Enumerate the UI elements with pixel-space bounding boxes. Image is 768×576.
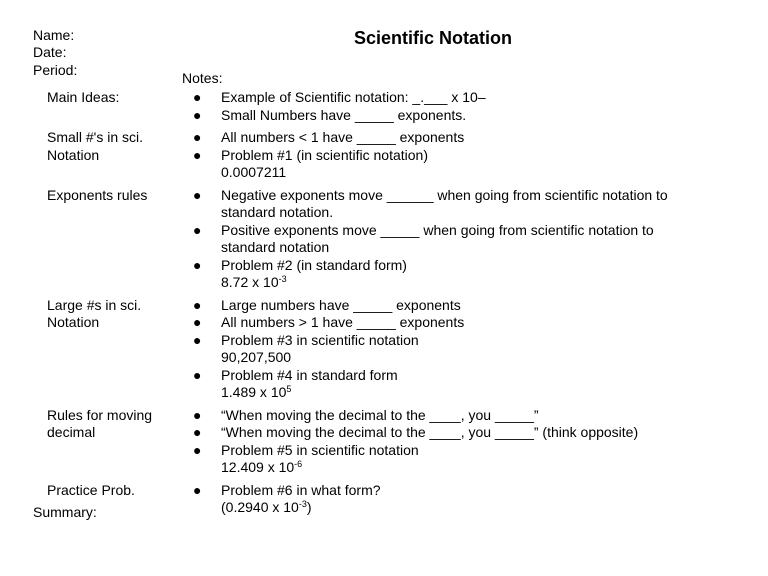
bullet-icon: ●: [193, 366, 202, 383]
bullet-item: [183, 257, 683, 292]
problem-value: 12.409 x 10: [221, 459, 295, 475]
main-idea-label: Large #s in sci. Notation: [47, 296, 142, 330]
bullet-text: Small Numbers have _____ exponents.: [221, 106, 467, 123]
bullet-item: [183, 424, 683, 442]
notes-row: [0, 407, 768, 477]
bullet-text: Problem #4 in standard form: [221, 366, 398, 383]
problem-value: 8.72 x 10: [221, 274, 279, 290]
notes-row: [0, 297, 768, 402]
bullet-text: Problem #3 in scientific notation: [221, 331, 419, 348]
bullet-item: [183, 442, 683, 477]
name-label: Name:: [33, 27, 75, 43]
page-title: Scientific Notation: [353, 28, 512, 48]
main-idea-label: Rules for moving decimal: [47, 406, 153, 440]
bullet-list: [183, 297, 683, 402]
bullet-text: Problem #2 (in standard form): [221, 256, 407, 273]
bullet-item: [183, 107, 683, 125]
bullet-item: [183, 482, 683, 517]
bullet-item: [183, 407, 683, 425]
bullet-text: Problem #5 in scientific notation: [221, 441, 419, 458]
bullet-icon: ●: [193, 146, 202, 163]
bullet-text: All numbers > 1 have _____ exponents: [221, 314, 465, 330]
bullet-item: [183, 187, 683, 222]
bullet-item: [183, 89, 683, 107]
main-idea-label: Exponents rules: [47, 186, 148, 203]
bullet-item: [183, 129, 683, 147]
problem-value: (0.2940 x 10: [221, 499, 299, 515]
bullet-text: “When moving the decimal to the ____, you _____”: [221, 406, 539, 423]
bullet-icon: ●: [193, 441, 202, 458]
bullet-item: [183, 297, 683, 315]
problem-value: 0.0007211: [221, 164, 287, 180]
bullet-text: Large numbers have _____ exponents: [221, 296, 461, 313]
bullet-list: [183, 407, 683, 477]
notes-row: [0, 89, 768, 124]
bullet-icon: ●: [193, 424, 202, 440]
exponent: 5: [286, 384, 292, 394]
exponent: -6: [294, 459, 303, 469]
bullet-icon: ●: [193, 296, 202, 313]
bullet-text: “When moving the decimal to the ____, you _____” (think opposite): [221, 424, 639, 440]
bullet-text: Problem #6 in what form?: [221, 481, 381, 498]
exponent: -3: [278, 274, 287, 284]
bullet-icon: ●: [193, 314, 202, 330]
notes-row: [0, 482, 768, 517]
problem-value: 1.489 x 10: [221, 384, 287, 400]
notes-row: [0, 187, 768, 292]
bullet-icon: ●: [193, 89, 202, 105]
notes-label: Notes:: [182, 70, 223, 86]
date-label: Date:: [33, 44, 67, 60]
bullet-item: [183, 332, 683, 367]
bullet-icon: ●: [193, 256, 202, 273]
bullet-icon: ●: [193, 406, 202, 423]
bullet-icon: ●: [193, 331, 202, 348]
bullet-item: [183, 222, 683, 257]
bullet-list: [183, 482, 683, 517]
problem-value: 90,207,500: [221, 349, 292, 365]
exponent: -3: [298, 499, 307, 509]
problem-value-suffix: ): [306, 499, 312, 515]
bullet-icon: ●: [193, 129, 202, 145]
notes-rows: [0, 89, 768, 517]
bullet-list: [183, 129, 683, 182]
bullet-item: [183, 367, 683, 402]
period-label: Period:: [33, 62, 78, 78]
bullet-icon: ●: [193, 106, 202, 123]
notes-row: [0, 129, 768, 182]
summary-label: Summary:: [33, 504, 97, 520]
main-idea-label: Practice Prob.: [47, 481, 135, 498]
bullet-list: [183, 89, 683, 124]
bullet-icon: ●: [193, 221, 202, 238]
bullet-icon: ●: [193, 481, 202, 498]
bullet-text: Example of Scientific notation: _.___ x 10–: [221, 89, 486, 105]
main-idea-label: Small #'s in sci. Notation: [47, 129, 144, 163]
bullet-item: [183, 147, 683, 182]
bullet-item: [183, 314, 683, 332]
bullet-text: All numbers < 1 have _____ exponents: [221, 129, 465, 145]
bullet-list: [183, 187, 683, 292]
bullet-text: Positive exponents move _____ when going from scientific notation to standard notation: [221, 221, 654, 255]
bullet-icon: ●: [193, 186, 202, 203]
main-idea-label: Main Ideas:: [47, 89, 120, 105]
bullet-text: Problem #1 (in scientific notation): [221, 146, 428, 163]
bullet-text: Negative exponents move ______ when going from scientific notation to standard notation.: [221, 186, 668, 220]
